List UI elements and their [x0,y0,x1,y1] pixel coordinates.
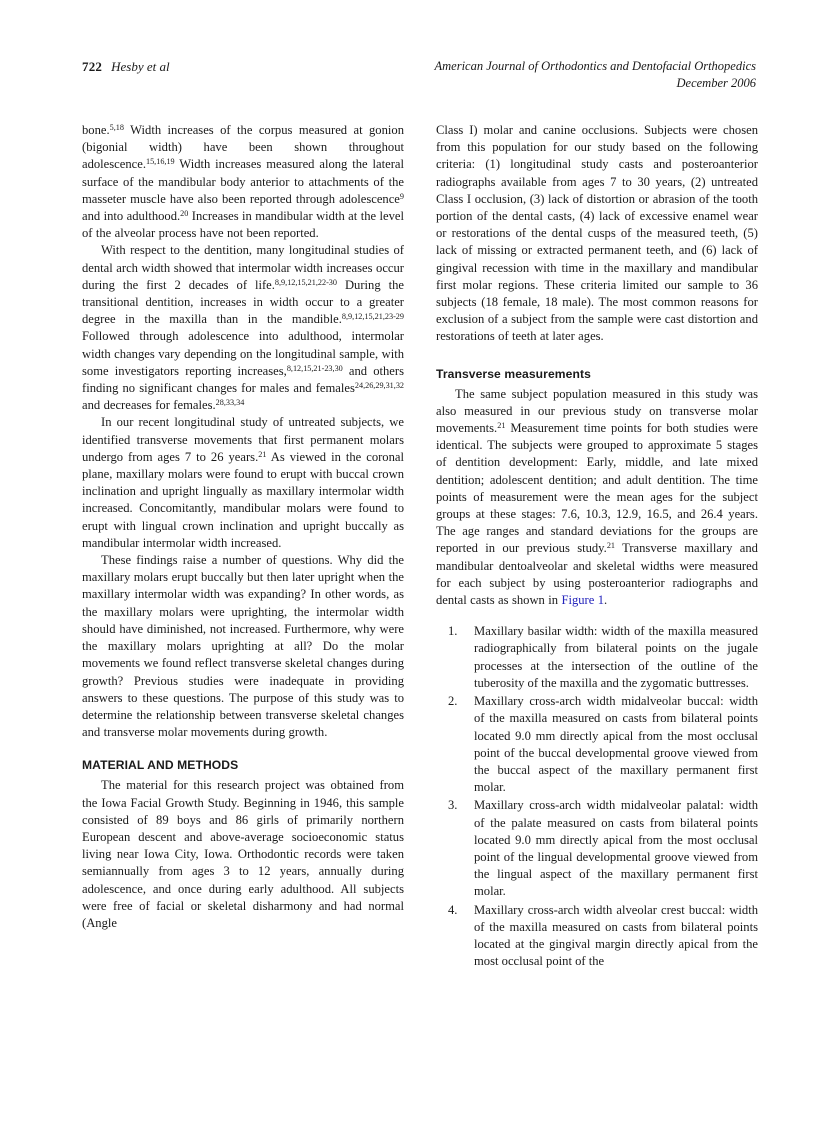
citation-superscript: 5,18 [109,122,124,132]
journal-title: American Journal of Orthodontics and Dentofacial Orthopedics [434,59,756,73]
citation-superscript: 20 [180,208,189,218]
citation-superscript: 15,16,19 [145,157,175,167]
paragraph: These findings raise a number of questions. Why did the maxillary molars erupt buccally but then later upright when the maxillary intermolar width was expanding? In other words, as the maxillary molars were uprighting, the intermolar width should have diminished, not increased. Furthermore, why were the maxillary molars uprighting at all? Do the molar movements we found reflect transverse skeletal changes during growth? Previous studies were inadequate in providing answers to these questions. The purpose of this study was to determine the relationship between transverse skeletal changes and transverse molar movements during growth. [82,553,404,740]
measurement-definitions-list [436,623,758,970]
list-item: Maxillary cross-arch width alveolar crest buccal: width of the maxilla measured on casts from bilateral points located at the gingival margin directly apical from the most occlusal point of the [474,902,758,969]
running-head-authors: Hesby et al [111,59,170,74]
citation-superscript: 21 [497,420,506,430]
paragraph: The same subject population measured in this study was also measured in our previous study on transverse molar movements.$^{21}$ Measurement time points for both studies were identical. The subjects were grouped to approximate 5 stages of dentition development: Early, middle, and late mixed dentition; adolescent dentition; and adult dentition. The time points of measurement were the mean ages for the subject groups at these stages: 7.6, 10.3, 12.9, 16.5, and 26.4 years. The age ranges and standard deviations for the groups are reported in our previous study.$^{21}$ Transverse maxillary and mandibular dentoalveolar and skeletal widths were measured for each subject by using posteroanterior radiographs and dental casts as shown in Figure 1. [436,386,758,608]
running-head-left [82,58,170,75]
sub-heading-transverse-measurements: Transverse measurements [436,366,591,381]
citation-superscript: 8,9,12,15,21,22-30 [274,277,337,287]
paragraph: Class I) molar and canine occlusions. Subjects were chosen from this population for our study based on the following criteria: (1) longitudinal study casts and posteroanterior radiographs available from ages 7 to 30 years, (2) untreated Class I occlusion, (3) lack of distortion or abrasion of the tooth portion of the dental casts, (4) lack of excessive enamel wear or restorations of the dental cusps of the measured teeth, (5) lack of missing or extracted permanent teeth, and (6) lack of gingival recession with time in the maxillary and mandibular first molar regions. These criteria limited our sample to 36 subjects (18 female, 18 male). The most common reasons for exclusion of a subject from the sample were cast distortion and restorations of teeth at later ages. [436,123,758,344]
paragraph: With respect to the dentition, many longitudinal studies of dental arch width showed that intermolar width increases occur during the first 2 decades of life.$^{8,9,12,15,21,22-30}$ During the transitional dentition, increases in width occur to a greater degree in the maxilla than in the mandible.$^{8,9,12,15,21,23-29}$ Followed through adolescence into adulthood, intermolar width changes vary depending on the longitudinal sample, with some investigators reporting increases,$^{8,12,15,21-23,30}$ and others finding no significant changes for males and females$^{24,26,29,31,32}$ and decreases for females.$^{28,33,34}$ [82,243,404,413]
two-column-body [82,122,758,971]
citation-superscript: 9 [399,191,404,201]
list-item: Maxillary cross-arch width midalveolar buccal: width of the maxilla measured on casts from bilateral points located 9.0 mm directly apical from the most occlusal point of the buccal developmental groove viewed from the buccal aspect of the maxillary permanent first molar. [474,694,758,795]
citation-superscript: 21 [606,541,615,551]
figure-reference-link[interactable]: Figure 1 [561,593,605,608]
page-number: 722 [82,59,103,74]
issue-date: December 2006 [676,76,756,90]
citation-superscript: 8,12,15,21-23,30 [286,363,343,373]
paragraph: bone.$^{5,18}$ Width increases of the corpus measured at gonion (bigonial width) have been shown throughout adolescence.$^{15,16,19}$ Width increases measured along the lateral surface of the mandibular body anterior to attachments of the masseter muscle have also been reported through adolescence$^9$ and into adulthood.$^{20}$ Increases in mandibular width at the level of the alveolar process have not been reported. [82,122,404,241]
citation-superscript: 24,26,29,31,32 [354,380,404,390]
list-item: Maxillary cross-arch width midalveolar palatal: width of the palate measured on casts from bilateral points located 9.0 mm directly apical from the most occlusal point of the lingual developmental groove viewed from the lingual aspect of the maxillary permanent first molar. [474,798,758,899]
right-column [436,122,758,971]
citation-superscript: 21 [258,449,267,459]
left-column [82,122,404,971]
list-item: Maxillary basilar width: width of the maxilla measured radiographically from bilateral points on the jugale processes at the intersection of the outline of the tuberosity of the maxilla and the zygomatic buttresses. [474,624,758,690]
paragraph: The material for this research project was obtained from the Iowa Facial Growth Study. Beginning in 1946, this sample consisted of 89 boys and 86 girls of primarily northern European descent and above-average socioeconomic status living near Iowa City, Iowa. Orthodontic records were taken semiannually from ages 3 to 12 years, annually during adolescence, and once during early adulthood. All subjects were free of facial or skeletal disharmony and had normal (Angle [82,778,404,930]
running-head [82,58,756,92]
citation-superscript: 8,9,12,15,21,23-29 [341,311,404,321]
citation-superscript: 28,33,34 [215,398,245,407]
running-head-right [435,58,757,92]
paragraph: In our recent longitudinal study of untreated subjects, we identified transverse movements that first permanent molars undergo from ages 7 to 26 years.$^{21}$ As viewed in the coronal plane, maxillary molars were found to erupt with buccal crown inclination and upright lingually as maxillary intermolar width increased. Concomitantly, mandibular molars were found to erupt with lingual crown inclination and upright buccally as mandibular intermolar width increased. [82,415,404,550]
section-heading-material-and-methods: MATERIAL AND METHODS [82,758,239,773]
